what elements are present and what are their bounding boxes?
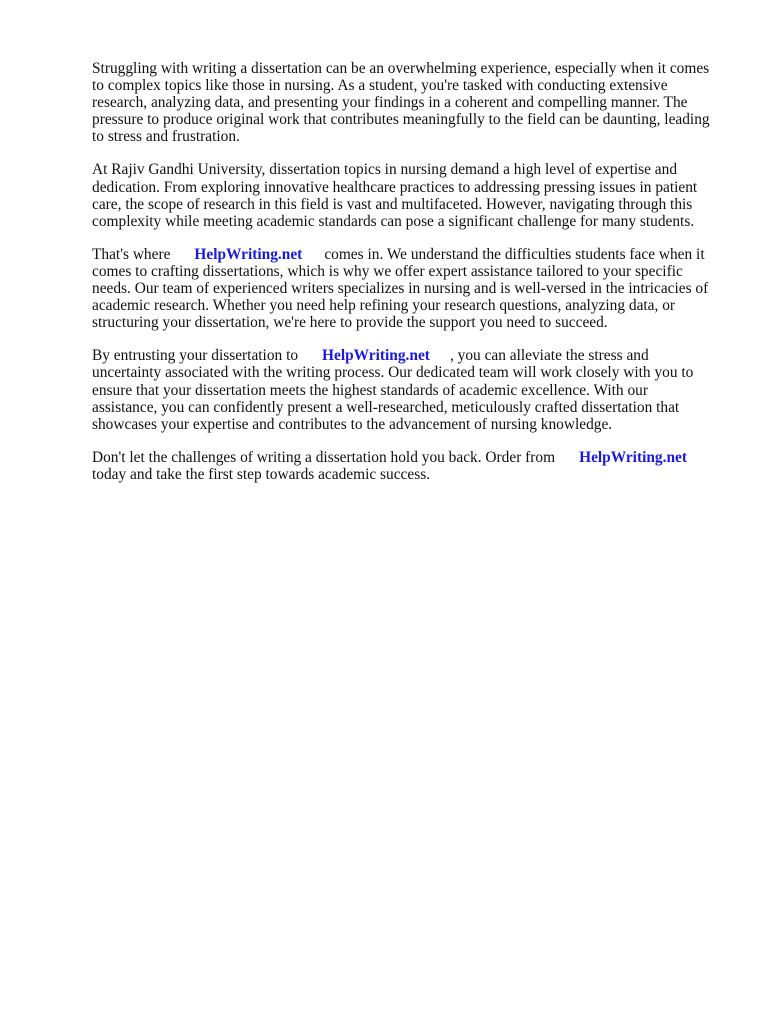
text-before-link: By entrusting your dissertation to: [92, 347, 299, 365]
text-line-with-link: [92, 449, 722, 466]
text-line-with-link: [92, 246, 722, 263]
paragraph-service: [92, 246, 722, 331]
helpwriting-link[interactable]: HelpWriting.net: [322, 347, 430, 365]
text-after-link: comes in. We understand the difficulties students face when it: [324, 245, 705, 263]
text-before-link: That's where: [92, 245, 171, 263]
text-after-link: , you can alleviate the stress and: [449, 347, 649, 365]
text-line: Struggling with writing a dissertation can be an overwhelming experience, especially when it comes: [92, 60, 710, 77]
paragraph-call-to-action: [92, 449, 722, 483]
text-line: pressure to produce original work that contributes meaningfully to the field can be daunting, leading: [92, 111, 710, 129]
text-line: academic research. Whether you need help refining your research questions, analyzing data, or: [92, 297, 676, 315]
text-line: comes to crafting dissertations, which is why we offer expert assistance tailored to your specific: [92, 262, 683, 280]
text-line: At Rajiv Gandhi University, dissertation topics in nursing demand a high level of expertise and: [92, 161, 678, 179]
text-line: research, analyzing data, and presenting your findings in a coherent and compelling manner. The: [92, 94, 688, 112]
paragraph-university: [92, 161, 722, 229]
paragraph-intro: [92, 60, 722, 145]
text-line: uncertainty associated with the writing process. Our dedicated team will work closely with you to: [92, 364, 694, 382]
text-line: dedication. From exploring innovative healthcare practices to addressing pressing issues in patient: [92, 178, 698, 196]
text-line: structuring your dissertation, we're here to provide the support you need to succeed.: [92, 314, 608, 332]
helpwriting-link[interactable]: HelpWriting.net: [194, 245, 303, 263]
paragraph-entrusting: [92, 347, 722, 432]
text-line: to complex topics like those in nursing. As a student, you're tasked with conducting extensive: [92, 77, 668, 95]
text-line: to stress and frustration.: [92, 128, 240, 146]
text-line: showcases your expertise and contributes to the advancement of nursing knowledge.: [92, 415, 613, 433]
text-line: care, the scope of research in this field is vast and multifaceted. However, navigating through this: [92, 195, 693, 213]
text-line: today and take the first step towards academic success.: [92, 465, 431, 483]
helpwriting-link[interactable]: HelpWriting.net: [579, 448, 687, 466]
text-line-with-link: [92, 347, 722, 364]
text-before-link: Don't let the challenges of writing a dissertation hold you back. Order from: [92, 448, 556, 466]
text-line: assistance, you can confidently present a well-researched, meticulously crafted dissertation that: [92, 398, 680, 416]
text-line: complexity while meeting academic standards can pose a significant challenge for many students.: [92, 212, 695, 230]
text-line: ensure that your dissertation meets the highest standards of academic excellence. With our: [92, 381, 648, 399]
text-line: needs. Our team of experienced writers specializes in nursing and is well-versed in the intricacies of: [92, 280, 709, 298]
